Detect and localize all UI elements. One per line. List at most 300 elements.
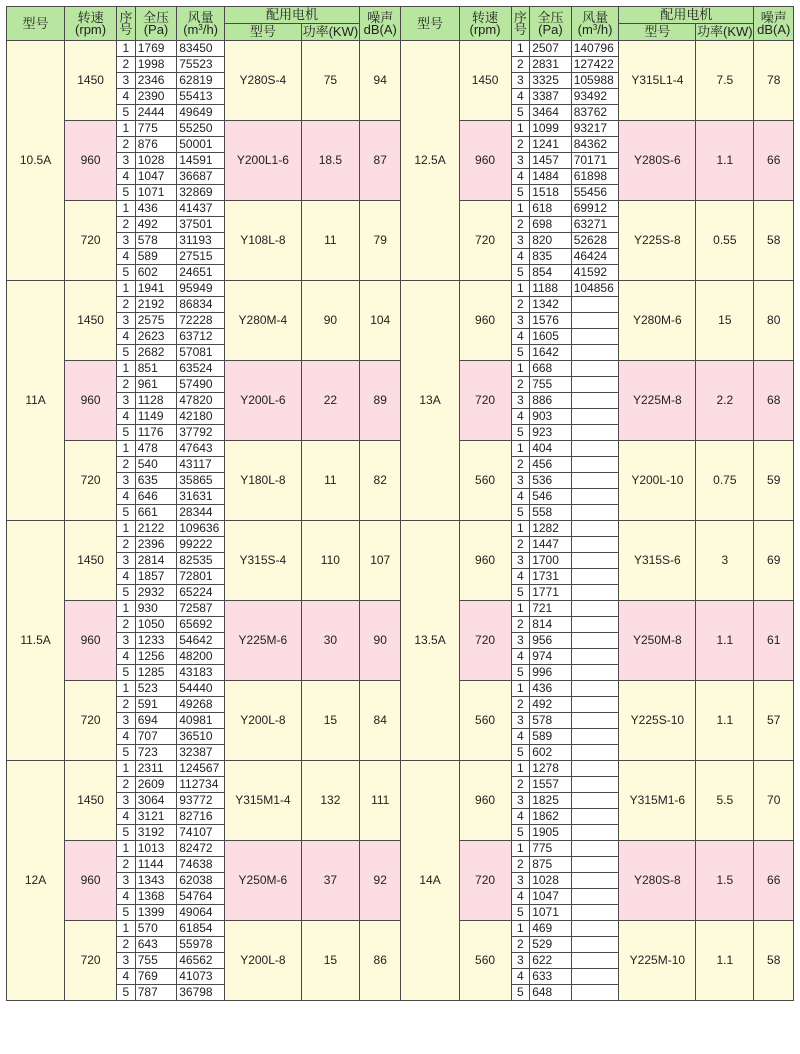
pressure-cell: 1941 <box>135 281 177 297</box>
pressure-cell: 2609 <box>135 777 177 793</box>
table-row <box>7 121 794 137</box>
header-motor: 配用电机 <box>619 7 754 24</box>
noise-cell: 58 <box>754 921 794 1001</box>
pressure-cell: 1188 <box>530 281 572 297</box>
noise-cell: 107 <box>359 521 401 601</box>
motor-model-cell: Y250M-8 <box>619 601 696 681</box>
seq-cell: 3 <box>117 633 136 649</box>
airflow-cell: 63524 <box>177 361 225 377</box>
motor-model-cell: Y280S-4 <box>224 41 301 121</box>
pressure-cell: 723 <box>135 745 177 761</box>
seq-cell: 5 <box>511 185 530 201</box>
airflow-cell: 27515 <box>177 249 225 265</box>
seq-cell: 4 <box>511 649 530 665</box>
pressure-cell: 1050 <box>135 617 177 633</box>
speed-cell: 1450 <box>65 521 117 601</box>
seq-cell: 1 <box>511 281 530 297</box>
seq-cell: 5 <box>511 985 530 1001</box>
table-row <box>7 521 794 537</box>
seq-cell: 1 <box>511 921 530 937</box>
table-row <box>7 41 794 57</box>
seq-cell: 2 <box>117 937 136 953</box>
pressure-cell: 876 <box>135 137 177 153</box>
pressure-cell: 769 <box>135 969 177 985</box>
seq-cell: 2 <box>511 537 530 553</box>
pressure-cell: 478 <box>135 441 177 457</box>
pressure-cell: 1769 <box>135 41 177 57</box>
airflow-cell: 40981 <box>177 713 225 729</box>
motor-model-cell: Y200L-10 <box>619 441 696 521</box>
speed-cell: 720 <box>65 681 117 761</box>
seq-cell: 3 <box>117 313 136 329</box>
seq-cell: 4 <box>511 489 530 505</box>
pressure-cell: 2396 <box>135 537 177 553</box>
seq-cell: 4 <box>117 809 136 825</box>
motor-power-cell: 75 <box>301 41 359 121</box>
noise-cell: 78 <box>754 41 794 121</box>
seq-cell: 4 <box>511 249 530 265</box>
pressure-cell: 1862 <box>530 809 572 825</box>
airflow-cell <box>571 905 619 921</box>
airflow-cell: 35865 <box>177 473 225 489</box>
motor-model-cell: Y280M-6 <box>619 281 696 361</box>
motor-model-cell: Y315S-4 <box>224 521 301 601</box>
airflow-cell <box>571 601 619 617</box>
airflow-cell: 82535 <box>177 553 225 569</box>
seq-cell: 4 <box>511 169 530 185</box>
pressure-cell: 1013 <box>135 841 177 857</box>
airflow-cell <box>571 857 619 873</box>
airflow-cell <box>571 409 619 425</box>
pressure-cell: 1771 <box>530 585 572 601</box>
airflow-cell <box>571 809 619 825</box>
table-row <box>7 281 794 297</box>
pressure-cell: 602 <box>530 745 572 761</box>
pressure-cell: 775 <box>530 841 572 857</box>
seq-cell: 1 <box>511 41 530 57</box>
motor-model-cell: Y280S-8 <box>619 841 696 921</box>
airflow-cell: 43117 <box>177 457 225 473</box>
airflow-cell: 63712 <box>177 329 225 345</box>
airflow-cell: 55413 <box>177 89 225 105</box>
seq-cell: 4 <box>117 569 136 585</box>
pressure-cell: 1282 <box>530 521 572 537</box>
airflow-cell: 47643 <box>177 441 225 457</box>
speed-cell: 1450 <box>65 41 117 121</box>
noise-cell: 79 <box>359 201 401 281</box>
seq-cell: 5 <box>117 745 136 761</box>
header-motor-power: 功率(KW) <box>302 24 359 39</box>
airflow-cell: 74638 <box>177 857 225 873</box>
seq-cell: 4 <box>117 889 136 905</box>
pressure-cell: 755 <box>135 953 177 969</box>
pressure-cell: 974 <box>530 649 572 665</box>
seq-cell: 2 <box>511 857 530 873</box>
airflow-cell <box>571 361 619 377</box>
motor-power-cell: 132 <box>301 761 359 841</box>
motor-model-cell: Y200L-6 <box>224 361 301 441</box>
airflow-cell <box>571 873 619 889</box>
pressure-cell: 923 <box>530 425 572 441</box>
airflow-cell: 31631 <box>177 489 225 505</box>
speed-cell: 960 <box>459 121 511 201</box>
airflow-cell <box>571 825 619 841</box>
pressure-cell: 775 <box>135 121 177 137</box>
airflow-cell: 41437 <box>177 201 225 217</box>
seq-cell: 5 <box>117 345 136 361</box>
seq-cell: 5 <box>117 585 136 601</box>
noise-cell: 80 <box>754 281 794 361</box>
pressure-cell: 1176 <box>135 425 177 441</box>
seq-cell: 3 <box>117 873 136 889</box>
seq-cell: 2 <box>117 57 136 73</box>
seq-cell: 1 <box>117 921 136 937</box>
motor-model-cell: Y225S-10 <box>619 681 696 761</box>
airflow-cell: 74107 <box>177 825 225 841</box>
pressure-cell: 591 <box>135 697 177 713</box>
seq-cell: 5 <box>117 985 136 1001</box>
pressure-cell: 1557 <box>530 777 572 793</box>
pressure-cell: 1343 <box>135 873 177 889</box>
airflow-cell: 31193 <box>177 233 225 249</box>
seq-cell: 5 <box>511 105 530 121</box>
motor-model-cell: Y180L-8 <box>224 441 301 521</box>
motor-power-cell: 0.75 <box>696 441 754 521</box>
header-motor-model: 型号 <box>619 24 696 41</box>
motor-power-cell: 30 <box>301 601 359 681</box>
motor-model-cell: Y315S-6 <box>619 521 696 601</box>
motor-power-cell: 3 <box>696 521 754 601</box>
noise-cell: 86 <box>359 921 401 1001</box>
speed-cell: 960 <box>65 601 117 681</box>
seq-cell: 3 <box>117 553 136 569</box>
seq-cell: 3 <box>511 553 530 569</box>
motor-model-cell: Y315L1-4 <box>619 41 696 121</box>
seq-cell: 1 <box>117 841 136 857</box>
noise-cell: 89 <box>359 361 401 441</box>
pressure-cell: 707 <box>135 729 177 745</box>
airflow-cell: 57081 <box>177 345 225 361</box>
seq-cell: 1 <box>117 281 136 297</box>
pressure-cell: 3121 <box>135 809 177 825</box>
table-row <box>7 361 794 377</box>
header-noise: 噪声 dB(A) <box>754 7 794 41</box>
header-noise: 噪声 dB(A) <box>359 7 401 41</box>
table-body <box>7 41 794 1001</box>
airflow-cell: 75523 <box>177 57 225 73</box>
motor-power-cell: 15 <box>301 681 359 761</box>
airflow-cell: 41592 <box>571 265 619 281</box>
seq-cell: 3 <box>511 153 530 169</box>
pressure-cell: 618 <box>530 201 572 217</box>
airflow-cell: 41073 <box>177 969 225 985</box>
speed-cell: 720 <box>65 921 117 1001</box>
seq-cell: 3 <box>117 233 136 249</box>
pressure-cell: 2122 <box>135 521 177 537</box>
header-model: 型号 <box>7 7 65 41</box>
noise-cell: 69 <box>754 521 794 601</box>
airflow-cell <box>571 569 619 585</box>
airflow-cell <box>571 585 619 601</box>
motor-power-cell: 11 <box>301 201 359 281</box>
seq-cell: 4 <box>117 169 136 185</box>
pressure-cell: 1047 <box>135 169 177 185</box>
pressure-cell: 404 <box>530 441 572 457</box>
motor-power-cell: 1.5 <box>696 841 754 921</box>
seq-cell: 1 <box>511 521 530 537</box>
pressure-cell: 661 <box>135 505 177 521</box>
seq-cell: 4 <box>511 89 530 105</box>
airflow-cell <box>571 665 619 681</box>
airflow-cell: 62038 <box>177 873 225 889</box>
motor-power-cell: 110 <box>301 521 359 601</box>
seq-cell: 2 <box>511 297 530 313</box>
seq-cell: 3 <box>511 953 530 969</box>
seq-cell: 5 <box>511 825 530 841</box>
pressure-cell: 570 <box>135 921 177 937</box>
seq-cell: 5 <box>511 745 530 761</box>
model-cell: 11.5A <box>7 521 65 761</box>
seq-cell: 2 <box>117 777 136 793</box>
pressure-cell: 633 <box>530 969 572 985</box>
airflow-cell: 82472 <box>177 841 225 857</box>
airflow-cell: 36798 <box>177 985 225 1001</box>
airflow-cell <box>571 777 619 793</box>
pressure-cell: 578 <box>530 713 572 729</box>
airflow-cell <box>571 537 619 553</box>
model-cell: 12.5A <box>401 41 459 281</box>
pressure-cell: 1576 <box>530 313 572 329</box>
pressure-cell: 1447 <box>530 537 572 553</box>
pressure-cell: 3464 <box>530 105 572 121</box>
seq-cell: 3 <box>117 473 136 489</box>
motor-model-cell: Y225M-10 <box>619 921 696 1001</box>
motor-power-cell: 18.5 <box>301 121 359 201</box>
seq-cell: 1 <box>511 361 530 377</box>
seq-cell: 2 <box>117 217 136 233</box>
table-row <box>7 761 794 777</box>
airflow-cell: 43183 <box>177 665 225 681</box>
motor-model-cell: Y250M-6 <box>224 841 301 921</box>
airflow-cell: 95949 <box>177 281 225 297</box>
airflow-cell: 127422 <box>571 57 619 73</box>
pressure-cell: 456 <box>530 457 572 473</box>
airflow-cell: 57490 <box>177 377 225 393</box>
model-cell: 13A <box>401 281 459 521</box>
airflow-cell <box>571 633 619 649</box>
airflow-cell: 24651 <box>177 265 225 281</box>
seq-cell: 4 <box>117 329 136 345</box>
motor-model-cell: Y200L1-6 <box>224 121 301 201</box>
pressure-cell: 529 <box>530 937 572 953</box>
airflow-cell: 61898 <box>571 169 619 185</box>
motor-model-cell: Y108L-8 <box>224 201 301 281</box>
pressure-cell: 523 <box>135 681 177 697</box>
airflow-cell <box>571 377 619 393</box>
model-cell: 13.5A <box>401 521 459 761</box>
pressure-cell: 546 <box>530 489 572 505</box>
seq-cell: 3 <box>511 73 530 89</box>
airflow-cell <box>571 345 619 361</box>
airflow-cell: 62819 <box>177 73 225 89</box>
table-row <box>7 841 794 857</box>
pressure-cell: 1605 <box>530 329 572 345</box>
airflow-cell: 99222 <box>177 537 225 553</box>
model-cell: 11A <box>7 281 65 521</box>
seq-cell: 4 <box>511 329 530 345</box>
airflow-cell <box>571 697 619 713</box>
pressure-cell: 3192 <box>135 825 177 841</box>
pressure-cell: 854 <box>530 265 572 281</box>
seq-cell: 4 <box>117 89 136 105</box>
pressure-cell: 2831 <box>530 57 572 73</box>
airflow-cell: 72228 <box>177 313 225 329</box>
pressure-cell: 814 <box>530 617 572 633</box>
airflow-cell: 55978 <box>177 937 225 953</box>
seq-cell: 5 <box>511 345 530 361</box>
airflow-cell <box>571 297 619 313</box>
seq-cell: 4 <box>511 409 530 425</box>
airflow-cell <box>571 921 619 937</box>
seq-cell: 3 <box>511 633 530 649</box>
seq-cell: 4 <box>511 729 530 745</box>
pressure-cell: 1071 <box>530 905 572 921</box>
pressure-cell: 646 <box>135 489 177 505</box>
airflow-cell: 124567 <box>177 761 225 777</box>
airflow-cell: 50001 <box>177 137 225 153</box>
seq-cell: 1 <box>117 681 136 697</box>
airflow-cell <box>571 969 619 985</box>
seq-cell: 4 <box>117 249 136 265</box>
model-cell: 10.5A <box>7 41 65 281</box>
seq-cell: 1 <box>117 601 136 617</box>
seq-cell: 2 <box>117 617 136 633</box>
header-seq: 序 号 <box>117 7 136 41</box>
pressure-cell: 721 <box>530 601 572 617</box>
seq-cell: 3 <box>117 793 136 809</box>
pressure-cell: 2311 <box>135 761 177 777</box>
noise-cell: 82 <box>359 441 401 521</box>
motor-power-cell: 1.1 <box>696 681 754 761</box>
pressure-cell: 492 <box>530 697 572 713</box>
motor-power-cell: 37 <box>301 841 359 921</box>
pressure-cell: 1028 <box>530 873 572 889</box>
airflow-cell: 93217 <box>571 121 619 137</box>
pressure-cell: 694 <box>135 713 177 729</box>
airflow-cell: 54642 <box>177 633 225 649</box>
pressure-cell: 2390 <box>135 89 177 105</box>
pressure-cell: 698 <box>530 217 572 233</box>
pressure-cell: 2192 <box>135 297 177 313</box>
airflow-cell: 83762 <box>571 105 619 121</box>
airflow-cell <box>571 505 619 521</box>
seq-cell: 5 <box>117 105 136 121</box>
seq-cell: 5 <box>117 825 136 841</box>
airflow-cell: 84362 <box>571 137 619 153</box>
noise-cell: 111 <box>359 761 401 841</box>
pressure-cell: 589 <box>135 249 177 265</box>
motor-power-cell: 7.5 <box>696 41 754 121</box>
seq-cell: 1 <box>511 441 530 457</box>
pressure-cell: 1071 <box>135 185 177 201</box>
pressure-cell: 1518 <box>530 185 572 201</box>
header-airflow: 风量 $(m^3/h)$ <box>177 7 225 41</box>
header-speed: 转速 (rpm) <box>459 7 511 41</box>
pressure-cell: 1368 <box>135 889 177 905</box>
speed-cell: 560 <box>459 921 511 1001</box>
airflow-cell <box>571 761 619 777</box>
seq-cell: 3 <box>511 873 530 889</box>
airflow-cell: 69912 <box>571 201 619 217</box>
noise-cell: 92 <box>359 841 401 921</box>
seq-cell: 3 <box>511 233 530 249</box>
seq-cell: 1 <box>511 601 530 617</box>
airflow-cell: 46424 <box>571 249 619 265</box>
table-row <box>7 681 794 697</box>
pressure-cell: 1278 <box>530 761 572 777</box>
seq-cell: 5 <box>117 265 136 281</box>
noise-cell: 87 <box>359 121 401 201</box>
pressure-cell: 820 <box>530 233 572 249</box>
noise-cell: 90 <box>359 601 401 681</box>
noise-cell: 70 <box>754 761 794 841</box>
seq-cell: 2 <box>511 697 530 713</box>
airflow-cell: 82716 <box>177 809 225 825</box>
speed-cell: 960 <box>459 281 511 361</box>
pressure-cell: 2507 <box>530 41 572 57</box>
pressure-cell: 1099 <box>530 121 572 137</box>
table-row <box>7 601 794 617</box>
seq-cell: 4 <box>511 569 530 585</box>
seq-cell: 3 <box>511 313 530 329</box>
seq-cell: 2 <box>511 777 530 793</box>
seq-cell: 4 <box>511 969 530 985</box>
pressure-cell: 1144 <box>135 857 177 873</box>
noise-cell: 61 <box>754 601 794 681</box>
seq-cell: 4 <box>117 649 136 665</box>
seq-cell: 2 <box>511 457 530 473</box>
seq-cell: 1 <box>511 681 530 697</box>
seq-cell: 5 <box>511 425 530 441</box>
airflow-cell: 48200 <box>177 649 225 665</box>
pressure-cell: 1998 <box>135 57 177 73</box>
pressure-cell: 540 <box>135 457 177 473</box>
noise-cell: 57 <box>754 681 794 761</box>
airflow-cell <box>571 473 619 489</box>
airflow-cell: 112734 <box>177 777 225 793</box>
airflow-cell: 28344 <box>177 505 225 521</box>
pressure-cell: 2932 <box>135 585 177 601</box>
airflow-cell: 37792 <box>177 425 225 441</box>
airflow-cell <box>571 681 619 697</box>
pressure-cell: 648 <box>530 985 572 1001</box>
seq-cell: 2 <box>511 57 530 73</box>
airflow-cell <box>571 985 619 1001</box>
airflow-cell: 37501 <box>177 217 225 233</box>
pressure-cell: 2814 <box>135 553 177 569</box>
seq-cell: 2 <box>511 617 530 633</box>
airflow-cell: 104856 <box>571 281 619 297</box>
airflow-cell: 54764 <box>177 889 225 905</box>
pressure-cell: 668 <box>530 361 572 377</box>
pressure-cell: 1857 <box>135 569 177 585</box>
speed-cell: 960 <box>65 361 117 441</box>
pressure-cell: 436 <box>530 681 572 697</box>
seq-cell: 1 <box>117 201 136 217</box>
motor-model-cell: Y225S-8 <box>619 201 696 281</box>
motor-power-cell: 15 <box>696 281 754 361</box>
airflow-cell: 36510 <box>177 729 225 745</box>
